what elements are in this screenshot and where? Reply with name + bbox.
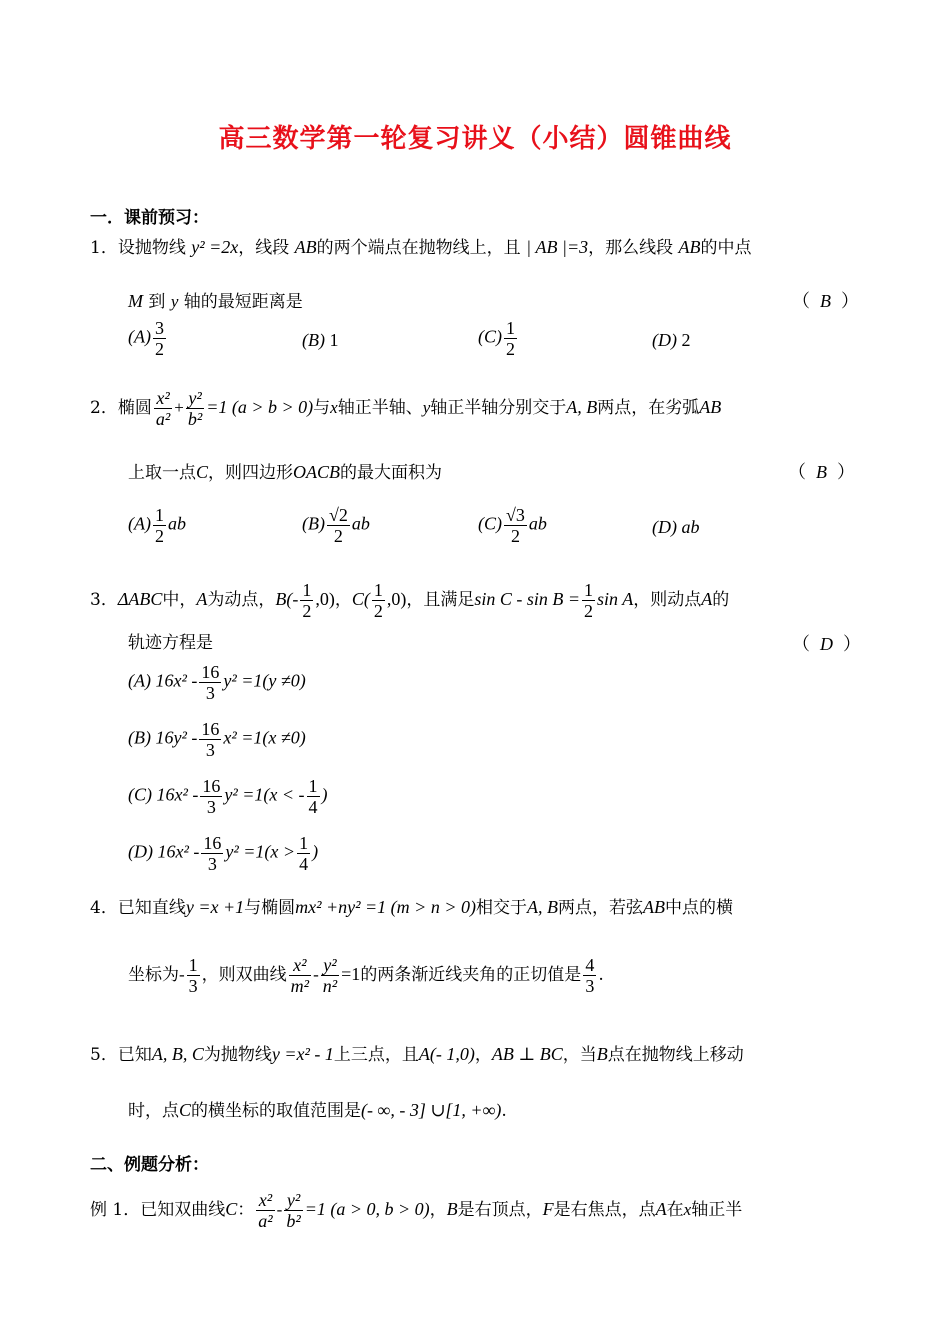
numerator: 16	[201, 719, 220, 739]
sine-relation: sin C - sin B =	[474, 589, 581, 609]
ex1-text: 轴正半	[691, 1200, 743, 1220]
option-lhs: 16x² -	[155, 670, 198, 691]
hyperbola-condition: =1 (a > 0, b > 0)	[304, 1199, 430, 1219]
answer-letter: D	[820, 634, 833, 654]
numerator: 16	[202, 776, 221, 796]
quadrilateral: OACB	[293, 462, 341, 482]
point-c-end: ,0)	[386, 589, 407, 609]
point-a: A	[655, 1199, 667, 1219]
q3-text: ，则动点	[633, 590, 702, 610]
q1-option-b	[302, 330, 338, 351]
point-b: B	[446, 1199, 458, 1219]
paren: （	[792, 634, 810, 654]
ex1-text: 在	[666, 1200, 684, 1220]
point-a: A(- 1,0)	[418, 1044, 475, 1064]
q1-option-d	[652, 330, 691, 351]
answer-2	[788, 458, 855, 484]
q3-text: 的	[712, 590, 730, 610]
axis-x: x	[683, 1200, 692, 1219]
option-label: (C)	[478, 326, 502, 347]
point-f: F	[542, 1199, 554, 1219]
denominator: 4	[299, 854, 309, 874]
fraction	[199, 662, 221, 703]
option-label: (C)	[478, 513, 502, 534]
option-label: (B)	[302, 330, 325, 350]
range-answer: (- ∞, - 3] ∪[1, +∞)	[361, 1100, 502, 1120]
denominator: 3	[206, 797, 216, 817]
numerator: 1	[299, 833, 309, 853]
q3-text: ，且满足	[406, 590, 475, 610]
example-1-line-1	[90, 1190, 742, 1231]
axis-y: y	[170, 292, 179, 311]
q4-text: 两点，若弦	[557, 898, 643, 918]
q3-text: 为动点，	[207, 590, 276, 610]
option-label: (C)	[128, 784, 152, 805]
fraction	[200, 776, 222, 817]
denominator: 3	[205, 683, 215, 703]
fraction	[504, 505, 527, 546]
q1-text: 到	[143, 292, 171, 312]
numerator: 1	[154, 505, 164, 525]
q5-text: 上三点，且	[333, 1045, 419, 1065]
ex1-text: 是右顶点，	[457, 1200, 543, 1220]
point-c: C	[196, 462, 209, 482]
period: .	[501, 1101, 507, 1121]
fraction	[289, 955, 311, 996]
point-b-end: ,0)	[315, 589, 335, 609]
fraction	[300, 580, 313, 621]
point-c: C	[179, 1100, 192, 1120]
axis-x: x	[330, 398, 338, 417]
question-number: 2．	[90, 398, 118, 418]
option-rhs: y² =1(x >	[225, 841, 296, 862]
denominator: b²	[187, 409, 203, 429]
perpendicular-relation: AB ⊥ BC	[491, 1044, 563, 1064]
q4-text: 与椭圆	[244, 898, 296, 918]
minus-sign: -	[179, 965, 185, 984]
numerator: 1	[506, 318, 515, 338]
denominator: 2	[154, 526, 164, 546]
q4-text: ，则双曲线	[201, 965, 287, 985]
paren: （	[792, 291, 810, 311]
plus-sign: +	[174, 398, 184, 417]
fraction	[321, 955, 339, 996]
numerator: 1	[302, 580, 312, 600]
denominator: 2	[510, 526, 520, 546]
q1-text: ，线段	[238, 238, 290, 258]
point-b: B(-	[275, 589, 299, 609]
q2-text: ，则四边形	[208, 463, 294, 483]
numerator: x²	[289, 955, 311, 976]
q3-option-c	[128, 776, 328, 817]
fraction	[201, 833, 223, 874]
point-a: A	[196, 589, 208, 609]
numerator: y²	[321, 955, 339, 976]
fraction	[327, 505, 350, 546]
question-3-line-1	[90, 580, 729, 621]
question-1-line-2	[128, 287, 303, 312]
option-lhs: 16x² -	[156, 784, 199, 805]
denominator: a²	[155, 409, 171, 429]
option-tail: )	[321, 784, 328, 805]
question-number: 5．	[90, 1045, 118, 1065]
q3-text: ，	[334, 590, 352, 610]
question-4-line-2	[128, 955, 604, 996]
points-abc: A, B, C	[151, 1044, 204, 1064]
denominator: 2	[333, 526, 343, 546]
q2-text: 与	[313, 398, 331, 418]
comma: ，	[474, 1045, 492, 1065]
option-value: 1	[329, 330, 339, 350]
numerator: 4	[585, 955, 595, 975]
sine-a: sin A	[597, 589, 634, 609]
denominator: n²	[322, 976, 338, 996]
question-2-line-1	[90, 388, 721, 429]
option-tail: )	[312, 841, 319, 862]
q1-text: 的中点	[700, 238, 752, 258]
answer-3	[792, 630, 861, 656]
triangle: ΔABC	[117, 589, 163, 609]
section-heading-preview: 一．课前预习：	[90, 208, 209, 228]
q2-text: 两点，在劣弧	[597, 398, 700, 418]
numerator: x²	[154, 388, 172, 409]
fraction	[154, 388, 172, 429]
option-label: (A)	[128, 326, 151, 347]
denominator: b²	[286, 1211, 301, 1231]
q2-text: 的最大面积为	[340, 463, 443, 483]
question-number: 1．	[90, 238, 118, 258]
question-number: 4．	[90, 898, 118, 918]
option-tail: ab	[167, 513, 186, 534]
numerator: 16	[201, 662, 220, 682]
q5-text: 的横坐标的取值范围是	[191, 1101, 362, 1121]
numerator: √2	[328, 505, 348, 525]
parabola-equation: y =x² - 1	[271, 1044, 334, 1064]
answer-1	[792, 287, 859, 313]
question-number: 3．	[90, 590, 118, 610]
numerator: 1	[308, 776, 318, 796]
comma: ，	[429, 1200, 447, 1220]
q3-option-a	[128, 662, 306, 703]
option-rhs: y² =1(x < -	[224, 784, 305, 805]
denominator: 2	[302, 601, 312, 621]
chord-ab: AB	[642, 897, 665, 917]
equals-one: =1	[341, 964, 361, 984]
option-label: (B)	[128, 727, 151, 748]
option-tail: ab	[351, 513, 370, 534]
q4-text: 的两条渐近线夹角的正切值是	[360, 965, 582, 985]
midpoint-m: M	[128, 291, 143, 311]
section-heading-examples: 二、例题分析：	[90, 1155, 209, 1175]
q4-text: 相交于	[475, 898, 527, 918]
option-label: (D)	[128, 841, 153, 862]
denominator: 2	[373, 601, 383, 621]
fraction	[504, 318, 517, 359]
segment-ab: AB	[294, 237, 317, 257]
numerator: √3	[506, 505, 525, 525]
period: .	[598, 965, 604, 985]
option-lhs: 16x² -	[157, 841, 200, 862]
q1-text: 的两个端点在抛物线上，且	[316, 238, 521, 258]
paren: ）	[843, 634, 861, 654]
paren: ）	[841, 291, 859, 311]
segment-ab: AB	[678, 237, 701, 257]
numerator: 3	[154, 318, 164, 338]
q1-option-c	[478, 318, 519, 359]
numerator: 1	[373, 580, 383, 600]
line-equation: y =x +1	[185, 897, 245, 917]
q1-option-a	[128, 318, 168, 359]
option-rhs: x² =1(x ≠0)	[223, 727, 306, 748]
parabola-equation: y² =2x	[191, 237, 239, 257]
option-value: 2	[681, 330, 691, 350]
curve-c: C	[225, 1199, 238, 1219]
option-label: (D)	[652, 517, 677, 537]
q3-option-d	[128, 833, 318, 874]
fraction	[186, 388, 204, 429]
numerator: y²	[284, 1190, 302, 1211]
fraction	[582, 580, 595, 621]
axis-y: y	[422, 398, 431, 417]
page-title: 高三数学第一轮复习讲义（小结）圆锥曲线	[218, 124, 732, 154]
option-lhs: 16y² -	[155, 727, 198, 748]
q2-option-b	[302, 505, 370, 546]
colon: ：	[237, 1200, 255, 1220]
option-rhs: y² =1(y ≠0)	[223, 670, 306, 691]
fraction	[187, 955, 200, 996]
answer-letter: B	[820, 291, 831, 311]
fraction	[307, 776, 320, 817]
q1-text: ，那么线段	[588, 238, 674, 258]
q5-text: ，当	[562, 1045, 597, 1065]
q2-text: 轴正半轴、	[337, 398, 423, 418]
numerator: 16	[203, 833, 222, 853]
example-label: 例 1．已知双曲线	[90, 1200, 226, 1220]
paren: ）	[837, 462, 855, 482]
fraction	[372, 580, 385, 621]
q2-option-c	[478, 505, 547, 546]
point-b: B	[596, 1044, 608, 1064]
option-value: ab	[681, 517, 700, 537]
ellipse-equation: mx² +ny² =1 (m > n > 0)	[295, 897, 476, 917]
q2-text: 轴正半轴分别交于	[430, 398, 567, 418]
q2-text: 椭圆	[117, 398, 152, 418]
question-3-line-2: 轨迹方程是	[128, 633, 213, 653]
option-label: (A)	[128, 670, 151, 691]
q2-option-a	[128, 505, 186, 546]
q3-option-b	[128, 719, 306, 760]
q4-text: 中点的横	[664, 898, 733, 918]
paren: （	[788, 462, 806, 482]
fraction	[297, 833, 310, 874]
fraction	[153, 505, 166, 546]
q2-option-d	[652, 517, 700, 538]
minus-sign: -	[276, 1200, 283, 1219]
point-c: C(	[351, 589, 370, 609]
question-5-line-2	[128, 1096, 507, 1121]
q2-text: 上取一点	[128, 463, 196, 483]
q4-text: 坐标为	[128, 965, 179, 985]
option-tail: ab	[528, 513, 547, 534]
fraction	[199, 719, 221, 760]
fraction	[284, 1190, 302, 1231]
question-5-line-1	[90, 1040, 744, 1065]
q5-text: 点在抛物线上移动	[607, 1045, 744, 1065]
arc-ab: AB	[699, 397, 722, 417]
answer-fraction	[583, 955, 596, 996]
q3-text: 中，	[162, 590, 197, 610]
q1-text: 设抛物线	[117, 238, 186, 258]
numerator: x²	[256, 1190, 274, 1211]
points-ab: A, B	[526, 897, 558, 917]
point-a: A	[701, 589, 713, 609]
denominator: 4	[308, 797, 318, 817]
option-label: (D)	[652, 330, 677, 350]
option-label: (A)	[128, 513, 151, 534]
numerator: y²	[186, 388, 204, 409]
numerator: 1	[188, 955, 198, 975]
ex1-text: 是右焦点，点	[553, 1200, 656, 1220]
points-ab: A, B	[566, 397, 598, 417]
q5-text: 为抛物线	[203, 1045, 272, 1065]
q1-text: 轴的最短距离是	[178, 292, 303, 312]
q5-text: 时，点	[128, 1101, 179, 1121]
question-4-line-1	[90, 893, 733, 918]
question-1-line-1	[90, 233, 752, 258]
denominator: 2	[584, 601, 594, 621]
denominator: 3	[188, 976, 198, 996]
minus-sign: -	[313, 965, 319, 984]
option-label: (B)	[302, 513, 325, 534]
question-2-line-2	[128, 458, 442, 483]
q4-text: 已知直线	[117, 898, 186, 918]
ellipse-condition: =1 (a > b > 0)	[206, 397, 314, 417]
denominator: m²	[290, 976, 310, 996]
segment-length: | AB |=3	[526, 237, 589, 257]
q5-text: 已知	[117, 1045, 152, 1065]
fraction	[153, 318, 166, 359]
answer-letter: B	[816, 462, 827, 482]
denominator: 3	[585, 976, 595, 996]
denominator: 3	[205, 740, 215, 760]
denominator: 3	[207, 854, 217, 874]
fraction	[256, 1190, 274, 1231]
denominator: a²	[258, 1211, 273, 1231]
numerator: 1	[584, 580, 594, 600]
denominator: 2	[506, 339, 515, 359]
denominator: 2	[154, 339, 164, 359]
